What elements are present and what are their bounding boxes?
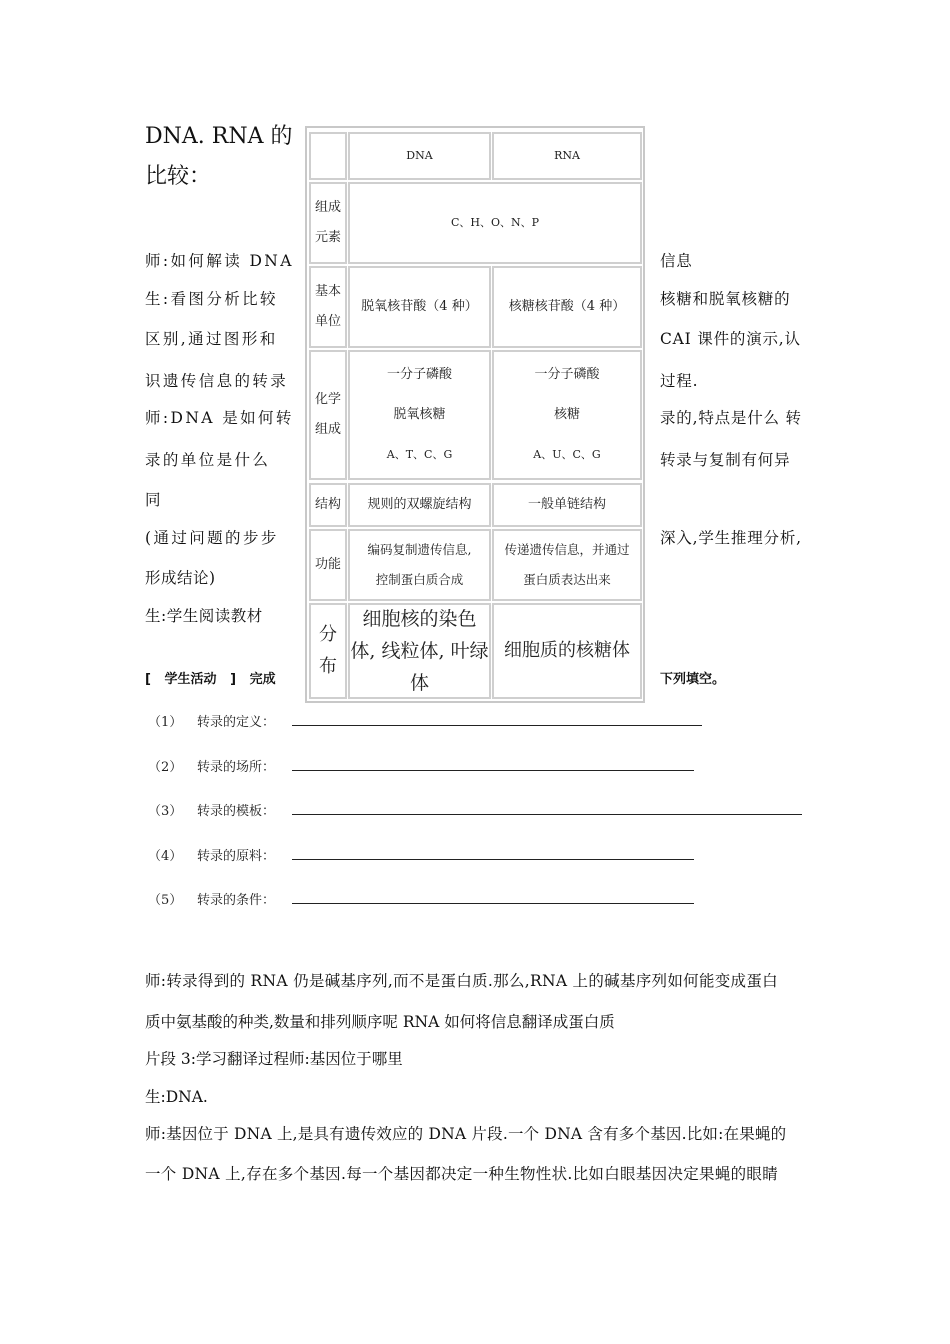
- left-text-line: 师:DNA 是如何转: [145, 409, 294, 427]
- left-text-line: 师:如何解读 DNA: [145, 252, 294, 270]
- right-text-line: CAI 课件的演示,认: [660, 330, 801, 348]
- fill-item-number: （4）: [148, 849, 183, 864]
- table-header-corner: [309, 132, 347, 180]
- blank-line[interactable]: [292, 903, 694, 904]
- right-text-line: 过程.: [660, 372, 699, 390]
- right-text-line: 信息: [660, 252, 693, 270]
- left-text-line: 同: [145, 491, 163, 509]
- fill-item-label: 转录的定义：: [197, 715, 276, 730]
- body-text-line: 一个 DNA 上,存在多个基因.每一个基因都决定一种生物性状.比如白眼基因决定果蝇的眼睛: [145, 1165, 779, 1183]
- row-label-function: 功能: [309, 529, 347, 601]
- body-text-line: 师:转录得到的 RNA 仍是碱基序列,而不是蛋白质.那么,RNA 上的碱基序列如何能变成蛋白: [145, 972, 778, 990]
- body-text-line: 生:DNA.: [145, 1088, 208, 1106]
- left-text-line: 形成结论): [145, 569, 216, 587]
- body-text-line: 片段 3:学习翻译过程师:基因位于哪里: [145, 1050, 403, 1068]
- fill-item-number: （1）: [148, 715, 183, 730]
- row-label-structure: 结构: [309, 483, 347, 527]
- right-text-line: 深入,学生推理分析,: [660, 529, 802, 547]
- section-heading-line2: 比较：: [145, 164, 212, 189]
- row-label-distribution: 分布: [309, 603, 347, 699]
- fill-item-label: 转录的原料：: [197, 849, 276, 864]
- cell-rna-distribution: 细胞质的核糖体: [492, 603, 642, 699]
- cell-elements-merged: C、H、O、N、P: [348, 182, 642, 264]
- fill-item-label: 转录的模板：: [197, 804, 276, 819]
- blank-line[interactable]: [292, 725, 702, 726]
- row-label-basic-unit: 基本 单位: [309, 266, 347, 348]
- fill-item-number: （5）: [148, 893, 183, 908]
- cell-dna-distribution: 细胞核的染色 体, 线粒体, 叶绿 体: [348, 603, 491, 699]
- section-heading-line1: DNA. RNA 的: [145, 124, 293, 149]
- cell-rna-chemical: 一分子磷酸 核糖 A、U、C、G: [492, 350, 642, 480]
- left-text-line: 生:学生阅读教材: [145, 607, 263, 625]
- left-text-line: 生:看图分析比较: [145, 290, 278, 308]
- right-text-line: 核糖和脱氧核糖的: [660, 290, 791, 308]
- cell-dna-basic-unit: 脱氧核苷酸（4 种）: [348, 266, 491, 348]
- cell-rna-basic-unit: 核糖核苷酸（4 种）: [492, 266, 642, 348]
- activity-label: [ 学生活动 ] 完成: [145, 672, 276, 687]
- cell-rna-function: 传递遗传信息，并通过 蛋白质表达出来: [492, 529, 642, 601]
- body-text-line: 质中氨基酸的种类,数量和排列顺序呢 RNA 如何将信息翻译成蛋白质: [145, 1013, 615, 1031]
- right-text-line: 转录与复制有何异: [660, 451, 791, 469]
- table-header-rna: RNA: [492, 132, 642, 180]
- fill-item-label: 转录的场所：: [197, 760, 276, 775]
- fill-item-number: （2）: [148, 760, 183, 775]
- cell-dna-chemical: 一分子磷酸 脱氧核糖 A、T、C、G: [348, 350, 491, 480]
- cell-rna-structure: 一般单链结构: [492, 483, 642, 527]
- row-label-elements: 组成 元素: [309, 182, 347, 264]
- body-text-line: 师:基因位于 DNA 上,是具有遗传效应的 DNA 片段.一个 DNA 含有多个基因.比如:在果蝇的: [145, 1125, 787, 1143]
- activity-label-right: 下列填空。: [660, 672, 726, 687]
- left-text-line: 区别,通过图形和: [145, 330, 278, 348]
- cell-dna-structure: 规则的双螺旋结构: [348, 483, 491, 527]
- blank-line[interactable]: [292, 814, 802, 815]
- right-text-line: 录的,特点是什么 转: [660, 409, 802, 427]
- left-text-line: 识遗传信息的转录: [145, 372, 289, 390]
- dna-rna-comparison-table: [305, 126, 645, 703]
- row-label-chemical: 化学 组成: [309, 350, 347, 480]
- cell-dna-function: 编码复制遗传信息, 控制蛋白质合成: [348, 529, 491, 601]
- left-text-line: (通过问题的步步: [145, 529, 279, 547]
- fill-item-number: （3）: [148, 804, 183, 819]
- blank-line[interactable]: [292, 770, 694, 771]
- left-text-line: 录的单位是什么: [145, 451, 271, 469]
- blank-line[interactable]: [292, 859, 694, 860]
- fill-item-label: 转录的条件：: [197, 893, 276, 908]
- table-header-dna: DNA: [348, 132, 491, 180]
